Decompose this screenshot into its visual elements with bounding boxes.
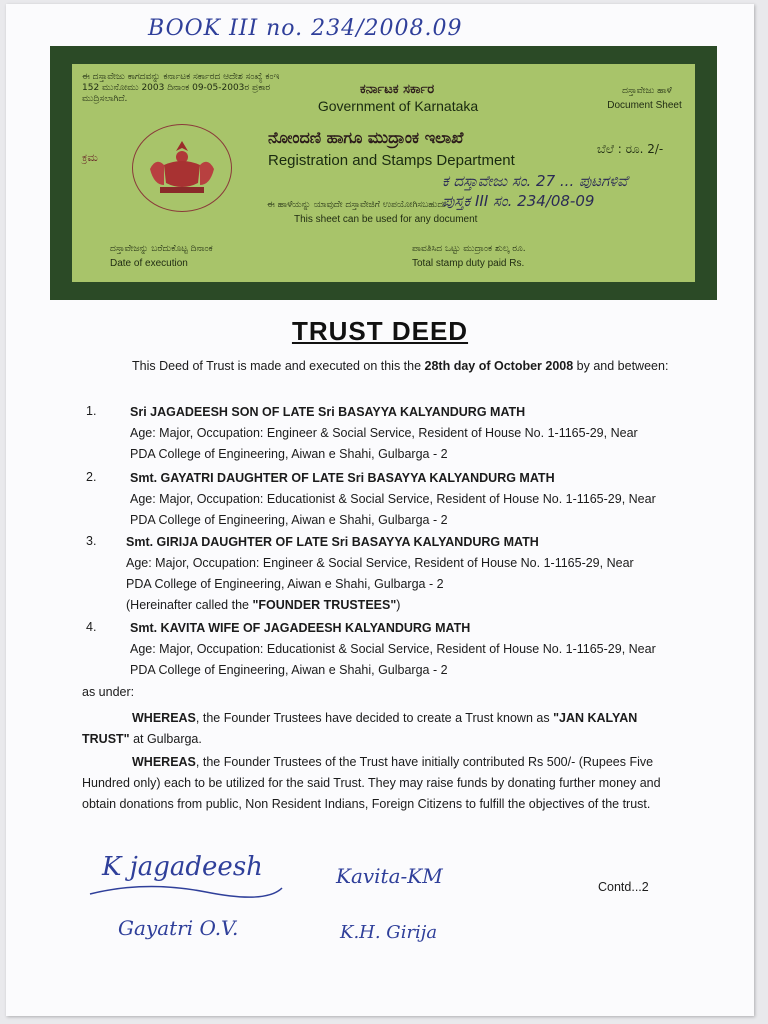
stamp-kn-note: ಈ ದಸ್ತಾವೇಜು ಕಾಗದವನ್ನು ಕರ್ನಾಟಕ ಸರ್ಕಾರದ ಆದೇಶ ಸಂಖ್ಯೆ ಕಂಇ 152 ಮುನೋಮು 2003 ದಿನಾಂಕ 09-05-2003ರ ಪ್ರಕಾರ ಮುದ್ರಿಸಲಾಗಿದೆ. bbox=[82, 72, 280, 104]
party-2-details: Age: Major, Occupation: Educationist & Social Service, Resident of House No. 1-1165-29, Near PDA College of Engineering, Aiwan e Shahi, Gulbarga - 2 bbox=[130, 492, 656, 527]
party-1-details: Age: Major, Occupation: Engineer & Social Service, Resident of House No. 1-1165-29, Near PDA College of Engineering, Aiwan e Shahi, Gulbarga - 2 bbox=[130, 426, 638, 461]
founder-note-pre: (Hereinafter called the bbox=[126, 598, 253, 612]
sheet-label-kn: ದಸ್ತಾವೇಜು ಹಾಳೆ bbox=[622, 86, 672, 96]
execution-date-label-en: Date of execution bbox=[110, 258, 188, 269]
signature-underline-icon bbox=[86, 874, 286, 904]
usage-note-kn: ಈ ಹಾಳೆಯನ್ನು ಯಾವುದೇ ದಸ್ತಾವೇಜಿಗೆ ಉಪಯೋಗಿಸಬಹುದು bbox=[267, 200, 447, 210]
party-1-number: 1. bbox=[86, 404, 97, 418]
founder-trustees-note bbox=[126, 595, 660, 616]
stamp-handwritten-line-1: ಕ ದಸ್ತಾವೇಜು ಸಂ. 27 ... ಪುಟಗಳಿವೆ bbox=[442, 172, 628, 190]
party-4 bbox=[130, 618, 660, 681]
govt-title-en: Government of Karnataka bbox=[317, 98, 479, 114]
dept-title-kn: ನೋಂದಣಿ ಹಾಗೂ ಮುದ್ರಾಂಕ ಇಲಾಖೆ bbox=[268, 128, 464, 147]
stamp-side-label: ಕ್ರಮ bbox=[82, 151, 98, 164]
party-2-name: Smt. GAYATRI DAUGHTER OF LATE Sri BASAYYA KALYANDURG MATH bbox=[130, 471, 555, 485]
stamp-duty-label-en: Total stamp duty paid Rs. bbox=[412, 258, 525, 269]
whereas-paragraph-2 bbox=[82, 752, 668, 815]
whereas-1-end: at Gulbarga. bbox=[129, 732, 202, 746]
signature-girija: K.H. Girija bbox=[340, 922, 438, 943]
dept-title-en: Registration and Stamps Department bbox=[268, 152, 515, 169]
emblem-icon bbox=[142, 135, 222, 201]
party-4-number: 4. bbox=[86, 620, 97, 634]
intro-text-end: by and between: bbox=[573, 359, 669, 373]
karnataka-emblem bbox=[132, 124, 232, 212]
party-3-number: 3. bbox=[86, 534, 97, 548]
govt-title-kn: ಕರ್ನಾಟಕ ಸರ್ಕಾರ bbox=[359, 82, 435, 97]
whereas-2-text: , the Founder Trustees of the Trust have initially contributed Rs 500/- (Rupees Five Hundred only) each to be utilized for the said Trust. They may raise funds by donating further money and obtain donations from public, Non Resident Indians, Foreign Citizens to fulfill the objectives of the trust. bbox=[82, 755, 661, 811]
party-4-details: Age: Major, Occupation: Educationist & Social Service, Resident of House No. 1-1165-29, Near PDA College of Engineering, Aiwan e Shahi, Gulbarga - 2 bbox=[130, 642, 656, 677]
whereas-1-keyword: WHEREAS bbox=[132, 711, 196, 725]
document-title: TRUST DEED bbox=[291, 316, 469, 346]
document-page bbox=[6, 4, 754, 1016]
party-2-number: 2. bbox=[86, 470, 97, 484]
party-3-details: Age: Major, Occupation: Engineer & Social Service, Resident of House No. 1-1165-29, Near PDA College of Engineering, Aiwan e Shahi, Gulbarga - 2 bbox=[126, 556, 634, 591]
usage-note-en: This sheet can be used for any document bbox=[294, 214, 478, 225]
stamp-duty-label-kn: ಪಾವತಿಸಿದ ಒಟ್ಟು ಮುದ್ರಾಂಕ ಶುಲ್ಕ ರೂ. bbox=[412, 244, 526, 254]
whereas-2-keyword: WHEREAS bbox=[132, 755, 196, 769]
signature-kavita: Kavita-KM bbox=[336, 864, 443, 888]
intro-paragraph bbox=[82, 356, 672, 377]
whereas-paragraph-1 bbox=[82, 708, 668, 750]
party-1 bbox=[130, 402, 660, 465]
stamp-panel bbox=[72, 64, 695, 282]
deed-date: 28th day of October 2008 bbox=[424, 359, 574, 373]
stamp-price: ಬೆಲೆ : ರೂ. 2/- bbox=[597, 142, 664, 156]
whereas-1-text: , the Founder Trustees have decided to create a Trust known as bbox=[195, 711, 554, 725]
book-reference-handwritten: BOOK III no. 234/2008.09 bbox=[148, 16, 463, 41]
party-3 bbox=[126, 532, 660, 616]
party-2 bbox=[130, 468, 660, 531]
as-under: as under: bbox=[82, 685, 135, 699]
signature-gayatri: Gayatri O.V. bbox=[118, 916, 239, 940]
sheet-label-en: Document Sheet bbox=[607, 100, 682, 111]
party-4-name: Smt. KAVITA WIFE OF JAGADEESH KALYANDURG MATH bbox=[130, 621, 471, 635]
party-3-name: Smt. GIRIJA DAUGHTER OF LATE Sri BASAYYA KALYANDURG MATH bbox=[126, 535, 539, 549]
continued-marker: Contd...2 bbox=[598, 880, 649, 894]
stamp-sheet-header bbox=[50, 46, 717, 300]
stamp-handwritten-line-2: ಪುಸ್ತಕ III ಸಂ. 234/08-09 bbox=[442, 192, 595, 210]
execution-date-label-kn: ದಸ್ತಾವೇಜನ್ನು ಬರೆದುಕೊಟ್ಟ ದಿನಾಂಕ bbox=[110, 244, 213, 254]
founder-note-post: ) bbox=[396, 598, 401, 612]
founder-trustees-label: "FOUNDER TRUSTEES" bbox=[252, 598, 397, 612]
party-1-name: Sri JAGADEESH SON OF LATE Sri BASAYYA KALYANDURG MATH bbox=[130, 405, 526, 419]
trust-name: "JAN KALYAN TRUST" bbox=[82, 711, 638, 746]
intro-text: This Deed of Trust is made and executed on this the bbox=[132, 359, 425, 373]
signature-jagadeesh: K jagadeesh bbox=[102, 852, 263, 882]
